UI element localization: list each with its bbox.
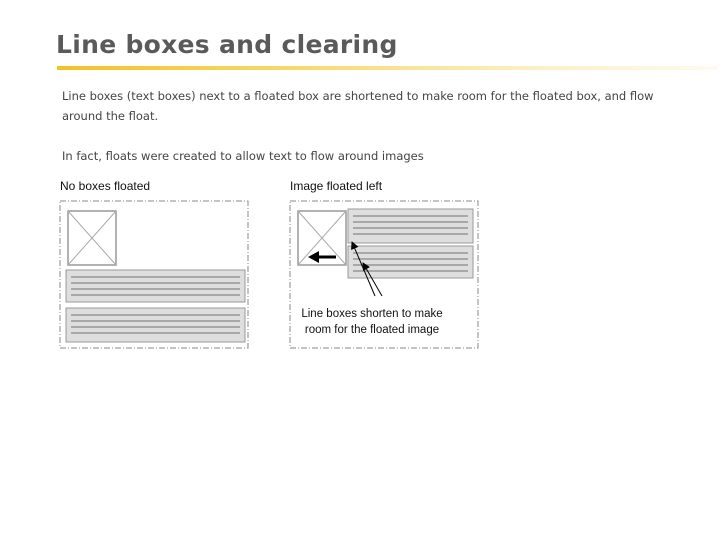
right-line-box-1 bbox=[348, 209, 473, 243]
left-line-box-1 bbox=[66, 270, 245, 302]
right-panel-label: Image floated left bbox=[290, 179, 383, 193]
paragraph-floats-purpose: In fact, floats were created to allow text to flow around images bbox=[62, 149, 424, 163]
left-line-box-2 bbox=[66, 308, 245, 342]
right-line-box-2 bbox=[348, 246, 473, 278]
float-diagram bbox=[50, 178, 500, 358]
slide-title: Line boxes and clearing bbox=[56, 30, 398, 59]
title-underline bbox=[57, 66, 717, 70]
callout-text-line-1: Line boxes shorten to make bbox=[301, 308, 443, 320]
right-panel bbox=[290, 179, 478, 348]
left-image-placeholder bbox=[68, 211, 116, 265]
paragraph-line-boxes: Line boxes (text boxes) next to a floated box are shortened to make room for the floated box, and flow around the float. bbox=[62, 89, 654, 123]
left-panel-label: No boxes floated bbox=[60, 179, 151, 193]
callout-text-line-2: room for the floated image bbox=[304, 324, 440, 336]
left-panel bbox=[60, 179, 248, 348]
